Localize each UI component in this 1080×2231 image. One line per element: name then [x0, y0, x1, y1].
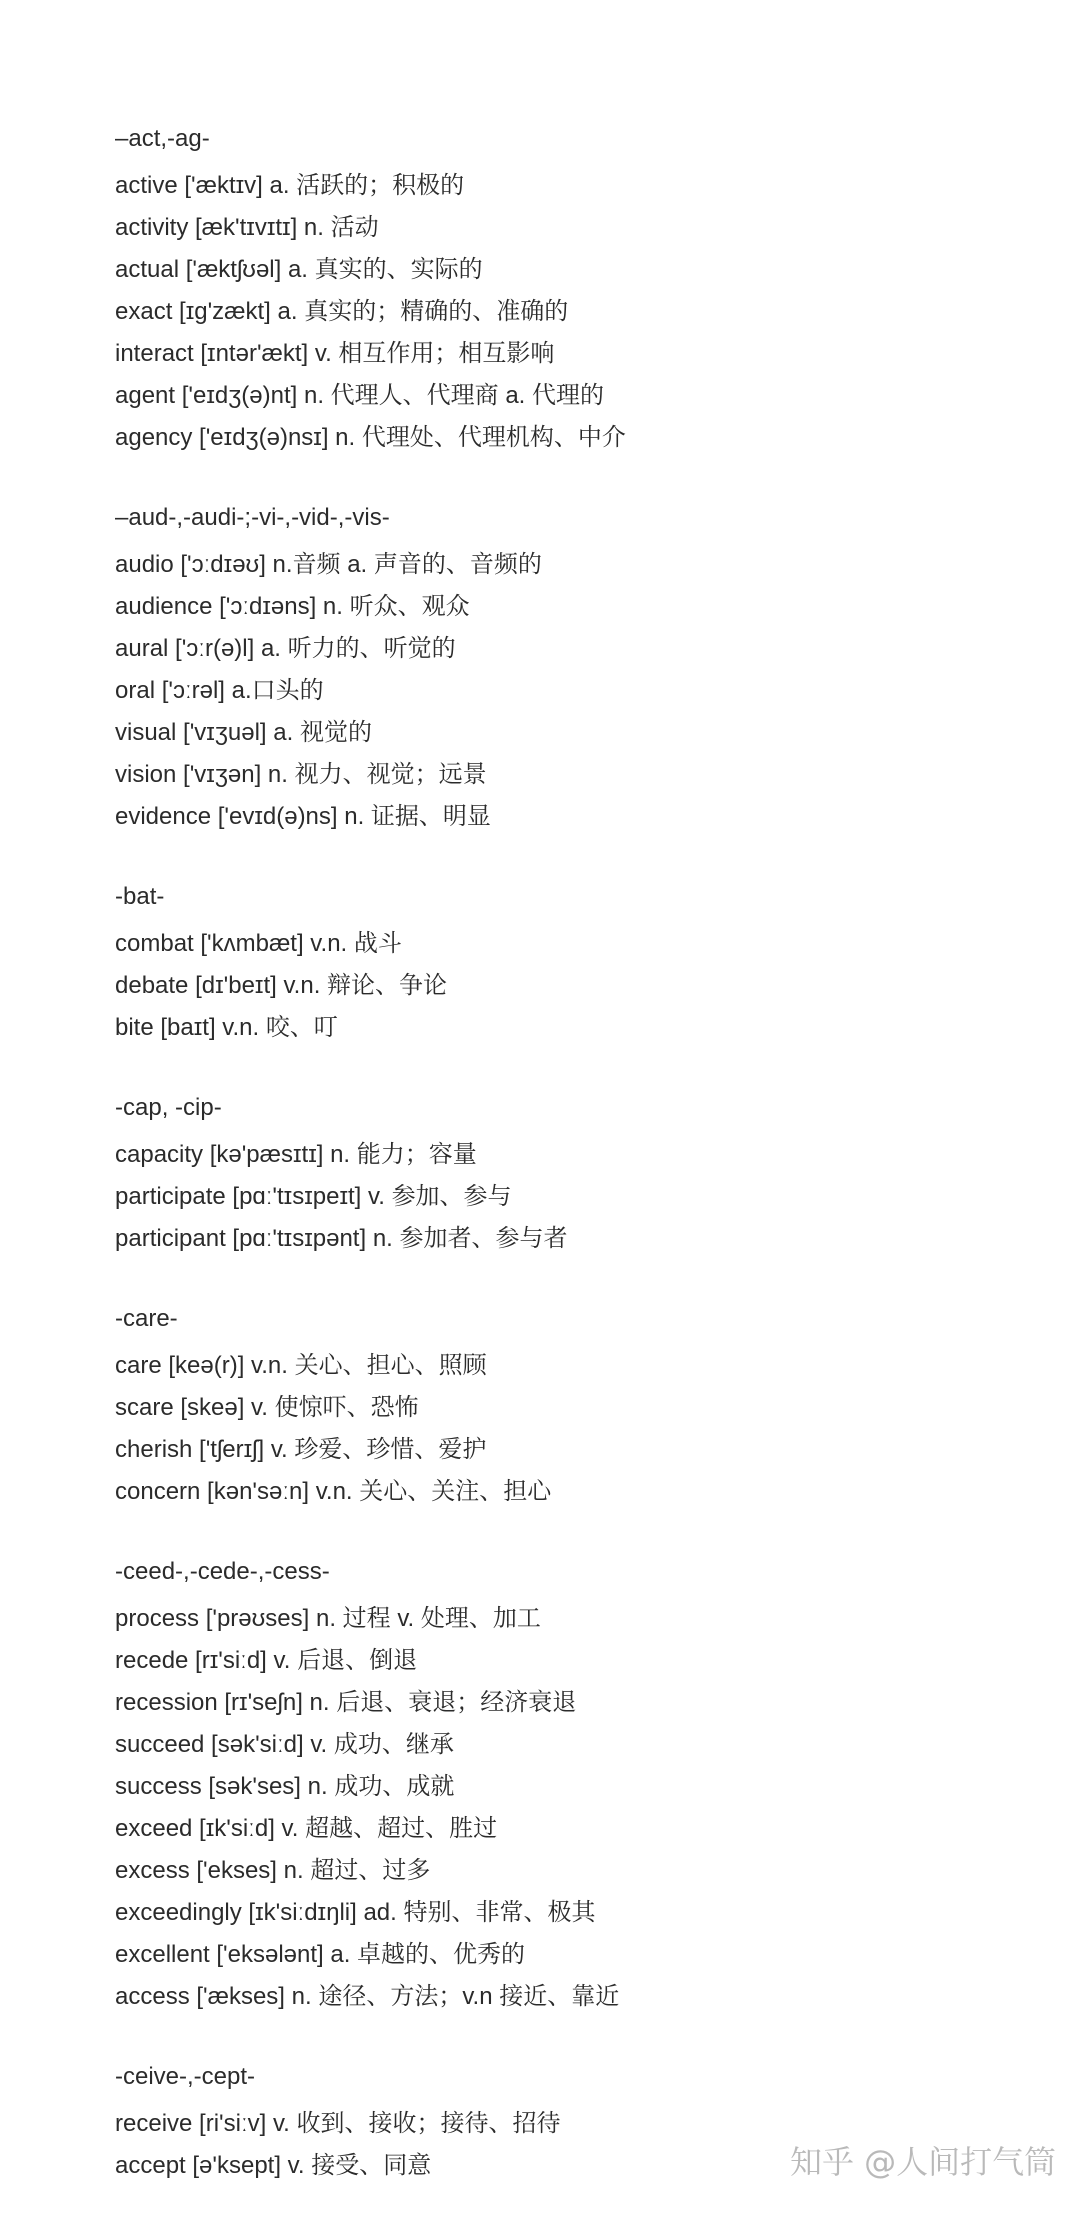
word-entry: participate [pɑː'tɪsɪpeɪt] v. 参加、参与 — [115, 1183, 512, 1210]
word-entry: exceed [ɪk'siːd] v. 超越、超过、胜过 — [115, 1815, 498, 1842]
word-entry: recede [rɪ'siːd] v. 后退、倒退 — [115, 1647, 418, 1674]
word-entry: aural ['ɔːr(ə)l] a. 听力的、听觉的 — [115, 635, 456, 662]
root-group-aud — [115, 503, 1035, 832]
root-group-care — [115, 1304, 1035, 1507]
word-entry: combat ['kʌmbæt] v.n. 战斗 — [115, 930, 402, 957]
word-entry: accept [ə'ksept] v. 接受、同意 — [115, 2152, 432, 2179]
root-group-cap — [115, 1093, 1035, 1254]
vocabulary-document — [115, 124, 1035, 2231]
word-entry: evidence ['evɪd(ə)ns] n. 证据、明显 — [115, 803, 491, 830]
word-entry: process ['prəʊses] n. 过程 v. 处理、加工 — [115, 1605, 541, 1632]
word-entry: audience ['ɔːdɪəns] n. 听众、观众 — [115, 593, 470, 620]
word-entry: active ['æktɪv] a. 活跃的；积极的 — [115, 172, 465, 199]
word-entry: access ['ækses] n. 途径、方法；v.n 接近、靠近 — [115, 1983, 620, 2010]
word-entry: audio ['ɔːdɪəʊ] n.音频 a. 声音的、音频的 — [115, 551, 542, 578]
word-entry: succeed [sək'siːd] v. 成功、继承 — [115, 1731, 454, 1758]
word-entry: bite [baɪt] v.n. 咬、叮 — [115, 1014, 338, 1041]
root-heading: -ceive-,-cept- — [115, 2063, 256, 2090]
root-heading: –act,-ag- — [115, 125, 210, 152]
root-group-ceed — [115, 1557, 1035, 2012]
word-entry: cherish ['tʃerɪʃ] v. 珍爱、珍惜、爱护 — [115, 1436, 487, 1463]
word-entry: vision ['vɪʒən] n. 视力、视觉；远景 — [115, 761, 487, 788]
root-group-bat — [115, 882, 1035, 1043]
source-watermark: 知乎 @人间打气筒 — [790, 2143, 1057, 2181]
word-entry: exact [ɪg'zækt] a. 真实的；精确的、准确的 — [115, 298, 569, 325]
root-heading: -cap, -cip- — [115, 1094, 222, 1121]
word-entry: excess ['ekses] n. 超过、过多 — [115, 1857, 431, 1884]
root-group-act — [115, 124, 1035, 453]
word-entry: actual ['æktʃʊəl] a. 真实的、实际的 — [115, 256, 483, 283]
word-entry: care [keə(r)] v.n. 关心、担心、照顾 — [115, 1352, 487, 1379]
word-entry: capacity [kə'pæsɪtɪ] n. 能力；容量 — [115, 1141, 477, 1168]
word-entry: debate [dɪ'beɪt] v.n. 辩论、争论 — [115, 972, 448, 999]
root-heading: -care- — [115, 1305, 178, 1332]
word-entry: recession [rɪ'seʃn] n. 后退、衰退；经济衰退 — [115, 1689, 577, 1716]
word-entry: exceedingly [ɪk'siːdɪŋli] ad. 特别、非常、极其 — [115, 1899, 596, 1926]
word-entry: scare [skeə] v. 使惊吓、恐怖 — [115, 1394, 419, 1421]
word-entry: excellent ['eksələnt] a. 卓越的、优秀的 — [115, 1941, 526, 1968]
word-entry: agency ['eɪdʒ(ə)nsɪ] n. 代理处、代理机构、中介 — [115, 424, 626, 451]
word-entry: concern [kən'səːn] v.n. 关心、关注、担心 — [115, 1478, 552, 1505]
word-entry: interact [ɪntər'ækt] v. 相互作用；相互影响 — [115, 340, 555, 367]
word-entry: success [sək'ses] n. 成功、成就 — [115, 1773, 455, 1800]
word-entry: oral ['ɔːrəl] a.口头的 — [115, 677, 324, 704]
root-heading: -ceed-,-cede-,-cess- — [115, 1558, 330, 1585]
word-entry: visual ['vɪʒuəl] a. 视觉的 — [115, 719, 372, 746]
root-heading: –aud-,-audi-;-vi-,-vid-,-vis- — [115, 504, 390, 531]
word-entry: participant [pɑː'tɪsɪpənt] n. 参加者、参与者 — [115, 1225, 568, 1252]
root-heading: -bat- — [115, 883, 165, 910]
word-entry: activity [æk'tɪvɪtɪ] n. 活动 — [115, 214, 379, 241]
word-entry: receive [ri'siːv] v. 收到、接收；接待、招待 — [115, 2110, 561, 2137]
word-entry: agent ['eɪdʒ(ə)nt] n. 代理人、代理商 a. 代理的 — [115, 382, 605, 409]
